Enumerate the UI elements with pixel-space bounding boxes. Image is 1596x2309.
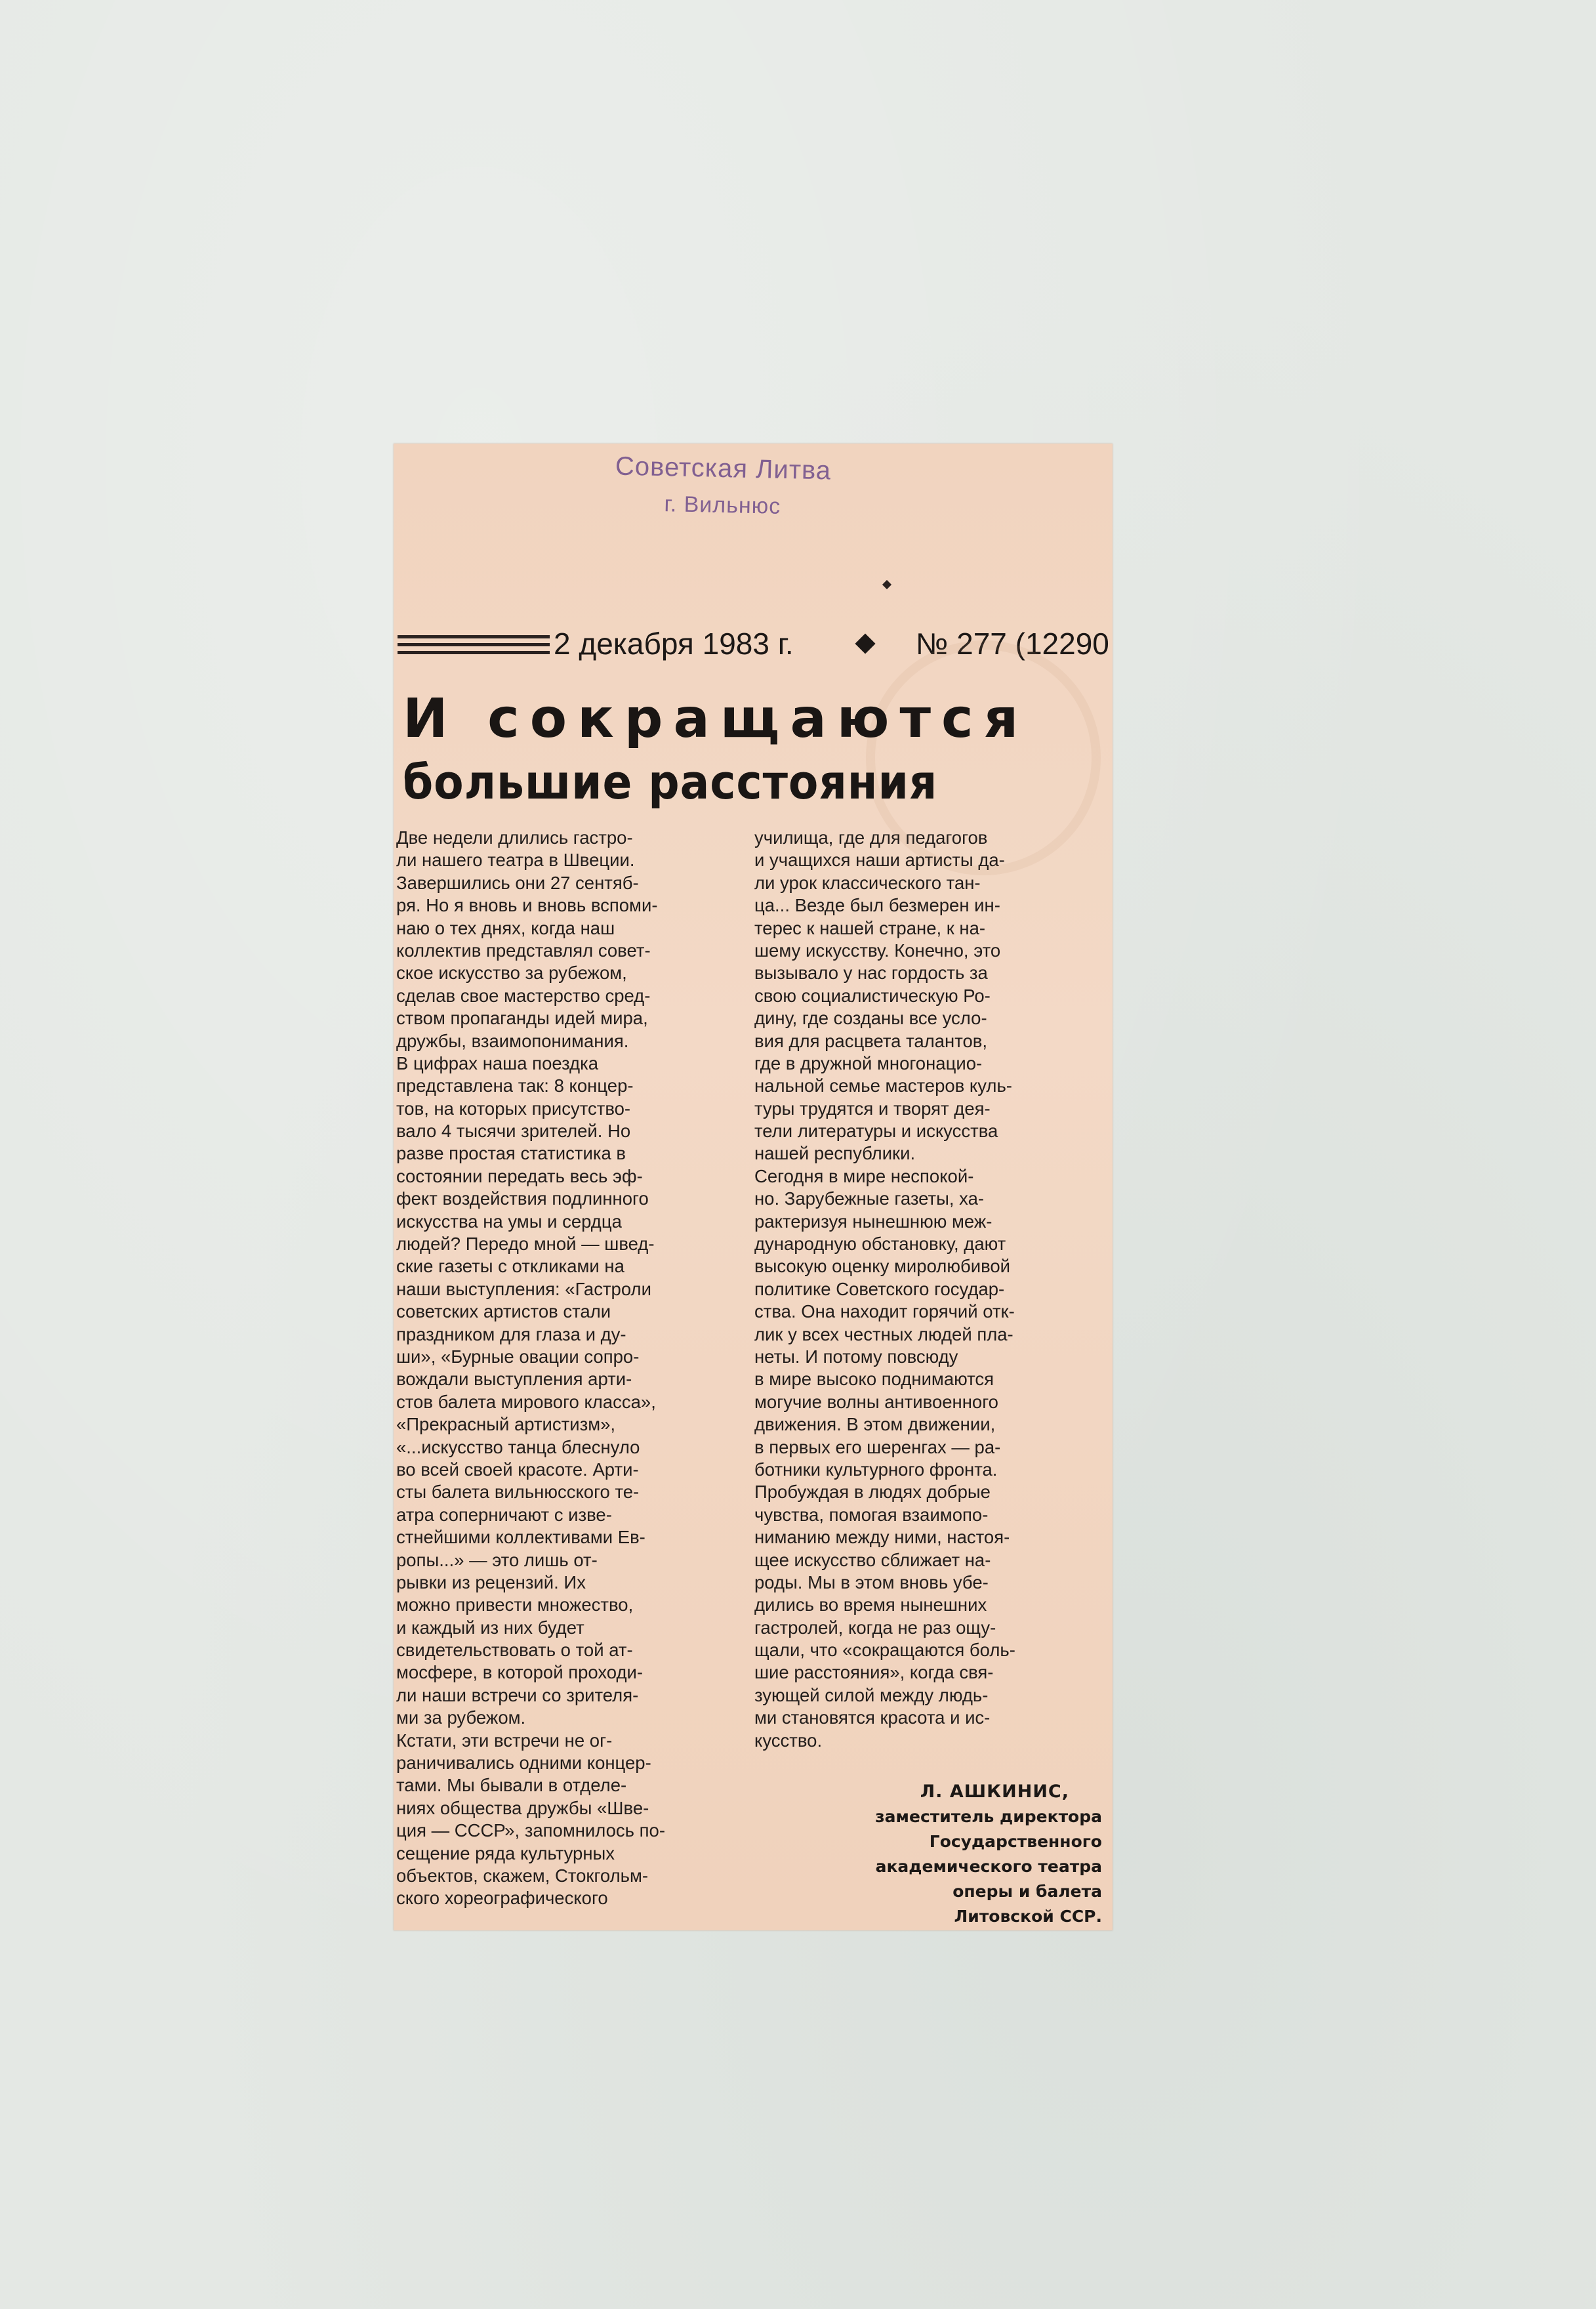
article-text-line: училища, где для педагогов: [754, 827, 988, 848]
article-text-line: мосфере, в которой проходи-: [396, 1662, 644, 1683]
article-text-line: дину, где созданы все усло-: [754, 1008, 987, 1029]
article-text-line: Завершились они 27 сентяб-: [396, 872, 639, 893]
author-position-line: оперы и балета: [952, 1882, 1102, 1901]
article-text-line: вызывало у нас гордость за: [754, 963, 988, 984]
author-position-line: заместитель директора: [875, 1807, 1102, 1826]
article-text-line: рактеризуя нынешнюю меж-: [754, 1211, 992, 1232]
article-text-line: вия для расцвета талантов,: [754, 1030, 988, 1051]
article-text-line: свидетельствовать о той ат-: [396, 1640, 633, 1661]
article-text-line: где в дружной многонацио-: [754, 1052, 983, 1073]
headline-line-1: И сокращаются: [403, 688, 1029, 750]
article-text-line: тами. Мы бывали в отделе-: [396, 1775, 627, 1796]
article-text-line: ли нашего театра в Швеции.: [396, 850, 635, 871]
article-text-line: лик у всех честных людей пла-: [754, 1323, 1013, 1344]
article-text-line: нашей республики.: [754, 1143, 916, 1164]
article-text-line: чувства, помогая взаимопо-: [754, 1504, 989, 1525]
masthead-rule: [398, 651, 550, 654]
article-text-line: ми за рубежом.: [396, 1707, 526, 1728]
article-text-line: ством пропаганды идей мира,: [396, 1008, 648, 1029]
article-text-line: свою социалистическую Ро-: [754, 985, 991, 1006]
article-text-line: наю о тех днях, когда наш: [396, 917, 615, 938]
article-text-line: вало 4 тысячи зрителей. Но: [396, 1121, 631, 1142]
newspaper-name-stamp: [584, 451, 861, 522]
article-text-line: «...искусство танца блеснуло: [396, 1436, 640, 1457]
ornament-dot: [882, 580, 891, 589]
article-text-line: ского хореографического: [396, 1888, 608, 1909]
article-text-line: щали, что «сокращаются боль-: [754, 1640, 1015, 1661]
article-text-line: ские газеты с откликами на: [396, 1256, 624, 1277]
article-text-line: зующей силой между людь-: [754, 1684, 989, 1705]
article-text-line: стов балета мирового класса»,: [396, 1391, 656, 1412]
article-text-line: гастролей, когда не раз ощу-: [754, 1617, 996, 1638]
article-text-line: дились во время нынешних: [754, 1594, 987, 1615]
article-text-line: ботники культурного фронта.: [754, 1459, 998, 1480]
article-text-line: терес к нашей стране, к на-: [754, 917, 986, 938]
article-text-line: ское искусство за рубежом,: [396, 963, 627, 984]
article-text-line: ства. Она находит горячий отк-: [754, 1301, 1015, 1322]
author-position-line: академического театра: [875, 1857, 1102, 1876]
article-text-line: шие расстояния», когда свя-: [754, 1662, 994, 1683]
article-text-line: ниях общества дружбы «Шве-: [396, 1797, 649, 1818]
article-text-line: Сегодня в мире неспокой-: [754, 1165, 974, 1186]
article-text-line: наши выступления: «Гастроли: [396, 1278, 651, 1299]
article-text-line: В цифрах наша поездка: [396, 1052, 599, 1073]
article-text-line: дружбы, взаимопонимания.: [396, 1030, 629, 1051]
author-signature: [754, 1779, 1102, 1929]
article-text-line: можно привести множество,: [396, 1594, 634, 1615]
issue-number: № 277 (12290: [916, 627, 1109, 661]
article-text-line: движения. В этом движении,: [754, 1414, 996, 1435]
article-text-line: ниманию между ними, настоя-: [754, 1527, 1010, 1548]
article-text-line: «Прекрасный артистизм»,: [396, 1414, 616, 1435]
stamp-city: г. Вильнюс: [664, 491, 781, 519]
article-text-line: тов, на которых присутство-: [396, 1098, 631, 1119]
article-text-line: сделав свое мастерство сред-: [396, 985, 651, 1006]
article-text-line: роды. Мы в этом вновь убе-: [754, 1571, 989, 1592]
article-text-line: дународную обстановку, дают: [754, 1234, 1006, 1255]
masthead-rule: [398, 635, 550, 638]
article-text-line: сты балета вильнюсского те-: [396, 1482, 640, 1503]
article-text-line: и учащихся наши артисты да-: [754, 850, 1005, 871]
article-text-line: но. Зарубежные газеты, ха-: [754, 1188, 985, 1209]
article-text-line: фект воздействия подлинного: [396, 1188, 649, 1209]
article-text-line: туры трудятся и творят дея-: [754, 1098, 991, 1119]
article-text-line: неты. И потому повсюду: [754, 1346, 958, 1367]
article-text-line: Пробуждая в людях добрые: [754, 1482, 991, 1503]
stamp-newspaper-title: Советская Литва: [615, 451, 832, 486]
author-position-line: Государственного: [929, 1832, 1102, 1851]
article-text-line: Две недели длились гастро-: [396, 827, 633, 848]
article-text-line: во всей своей красоте. Арти-: [396, 1459, 639, 1480]
article-text-line: атра соперничают с изве-: [396, 1504, 612, 1525]
article-text-line: кусство.: [754, 1730, 823, 1751]
article-text-line: раничивались одними концер-: [396, 1753, 651, 1774]
article-text-line: ми становятся красота и ис-: [754, 1707, 991, 1728]
article-text-line: и каждый из них будет: [396, 1617, 584, 1638]
article-text-line: тели литературы и искусства: [754, 1121, 998, 1142]
article-text-line: политике Советского государ-: [754, 1278, 1005, 1299]
article-text-line: рывки из рецензий. Их: [396, 1571, 586, 1592]
article-text-line: разве простая статистика в: [396, 1143, 626, 1164]
article-text-line: ли урок классического тан-: [754, 872, 981, 893]
article-text-line: ропы...» — это лишь от-: [396, 1549, 598, 1570]
article-text-line: высокую оценку миролюбивой: [754, 1256, 1011, 1277]
article-text-line: сещение ряда культурных: [396, 1842, 615, 1863]
article-text-line: ли наши встречи со зрителя-: [396, 1684, 639, 1705]
article-text-line: представлена так: 8 концер-: [396, 1075, 634, 1096]
article-text-line: объектов, скажем, Стокгольм-: [396, 1865, 649, 1886]
article-text-line: шему искусству. Конечно, это: [754, 940, 1001, 961]
author-position-line: Литовской ССР.: [954, 1907, 1102, 1926]
article-text-line: нальной семье мастеров куль-: [754, 1075, 1012, 1096]
article-text-line: искусства на умы и сердца: [396, 1211, 622, 1232]
author-name: Л. АШКИНИС,: [920, 1781, 1069, 1802]
diamond-separator-icon: [855, 633, 875, 654]
article-text-line: вождали выступления арти-: [396, 1369, 632, 1390]
article-text-line: советских артистов стали: [396, 1301, 611, 1322]
headline-line-2: большие расстояния: [403, 755, 938, 810]
article-text-line: в мире высоко поднимаются: [754, 1369, 994, 1390]
article-text-line: людей? Передо мной — швед-: [396, 1234, 655, 1255]
article-text-line: праздником для глаза и ду-: [396, 1323, 626, 1344]
article-text-line: ца... Везде был безмерен ин-: [754, 895, 1000, 916]
article-column-right: [754, 827, 1099, 1752]
masthead-rule: [398, 643, 550, 646]
article-text-line: в первых его шеренгах — ра-: [754, 1436, 1001, 1457]
article-text-line: ши», «Бурные овации сопро-: [396, 1346, 640, 1367]
article-text-line: состоянии передать весь эф-: [396, 1165, 643, 1186]
article-text-line: могучие волны антивоенного: [754, 1391, 998, 1412]
article-text-line: Кстати, эти встречи не ог-: [396, 1730, 613, 1751]
newspaper-clipping: [394, 444, 1113, 1930]
article-text-line: стнейшими коллективами Ев-: [396, 1527, 645, 1548]
article-text-line: коллектив представлял совет-: [396, 940, 651, 961]
article-column-left: [396, 827, 741, 1910]
issue-date: 2 декабря 1983 г.: [554, 627, 794, 661]
article-headline: [403, 688, 1105, 814]
article-text-line: щее искусство сближает на-: [754, 1549, 991, 1570]
article-text-line: ция — СССР», запомнилось по-: [396, 1820, 665, 1841]
article-text-line: ря. Но я вновь и вновь вспоми-: [396, 895, 658, 916]
